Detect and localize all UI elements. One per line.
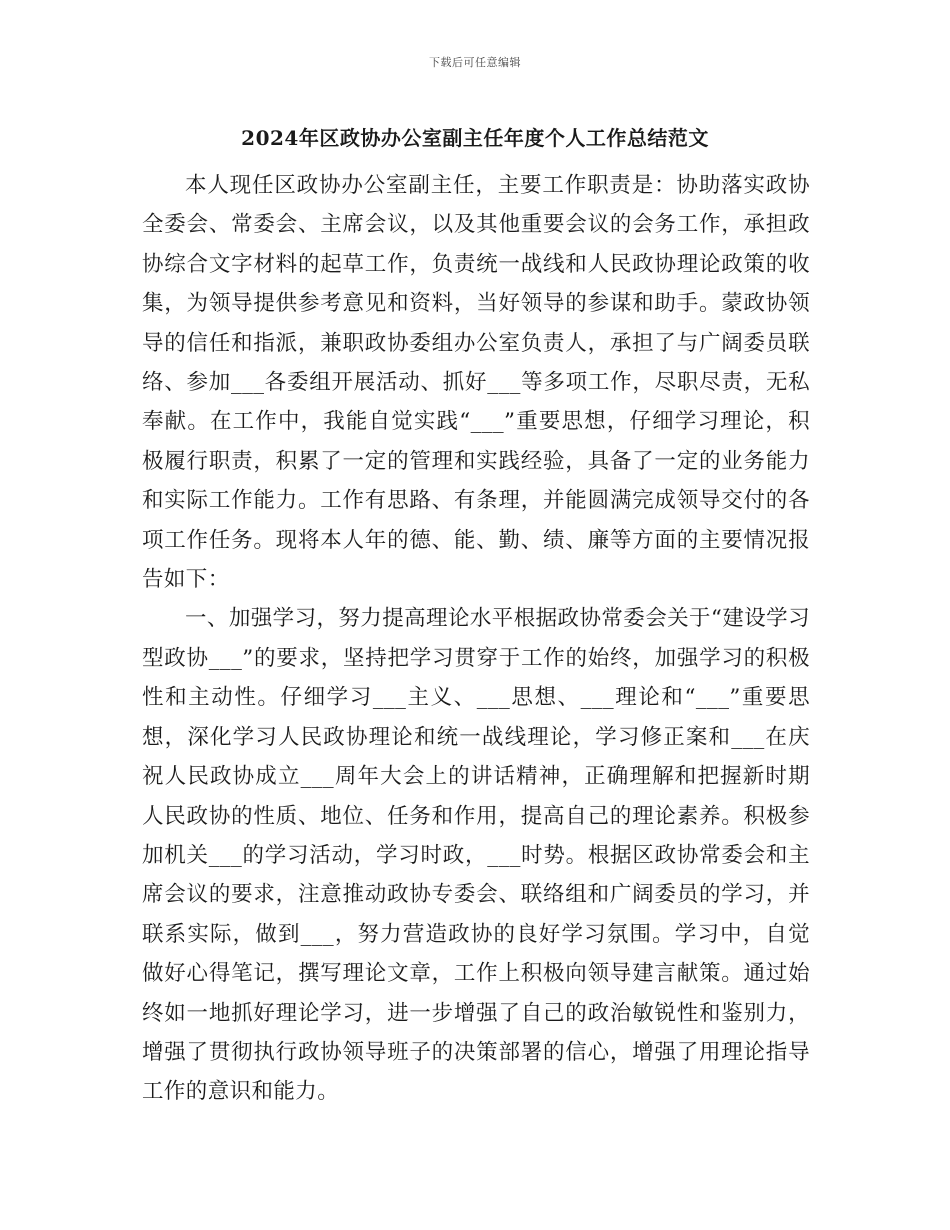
document-title: 2024年区政协办公室副主任年度个人工作总结范文 [241, 126, 709, 150]
paragraph-section-1: 一、加强学习，努力提高理论水平根据政协常委会关于“建设学习型政协___”的要求，坚持把学习贯穿于工作的始终，加强学习的积极性和主动性。仔细学习___主义、___思想、___理论和“___”重要思想，深化学习人民政协理论和统一战线理论，学习修正案和___在庆祝人民政协成立___周年大会上的讲话精神，正确理解和把握新时期人民政协的性质、地位、任务和作用，提高自己的理论素养。积极参加机关___的学习活动，学习时政，___时势。根据区政协常委会和主席会议的要求，注意推动政协专委会、联络组和广阔委员的学习，并联系实际，做到___，努力营造政协的良好学习氛围。学习中，自觉做好心得笔记，撰写理论文章，工作上积极向领导建言献策。通过始终如一地抓好理论学习，进一步增强了自己的政治敏锐性和鉴别力，增强了贯彻执行政协领导班子的决策部署的信心，增强了用理论指导工作的意识和能力。 [142, 606, 810, 1105]
header-note: 下载后可任意编辑 [429, 56, 521, 69]
document-body [142, 166, 810, 1112]
paragraph-intro: 本人现任区政协办公室副主任，主要工作职责是：协助落实政协全委会、常委会、主席会议，以及其他重要会议的会务工作，承担政协综合文字材料的起草工作，负责统一战线和人民政协理论政策的收集，为领导提供参考意见和资料，当好领导的参谋和助手。蒙政协领导的信任和指派，兼职政协委组办公室负责人，承担了与广阔委员联络、参加___各委组开展活动、抓好___等多项工作，尽职尽责，无私奉献。在工作中，我能自觉实践“___”重要思想，仔细学习理论，积极履行职责，积累了一定的管理和实践经验，具备了一定的业务能力和实际工作能力。工作有思路、有条理，并能圆满完成领导交付的各项工作任务。现将本人年的德、能、勤、绩、廉等方面的主要情况报告如下： [142, 173, 810, 593]
